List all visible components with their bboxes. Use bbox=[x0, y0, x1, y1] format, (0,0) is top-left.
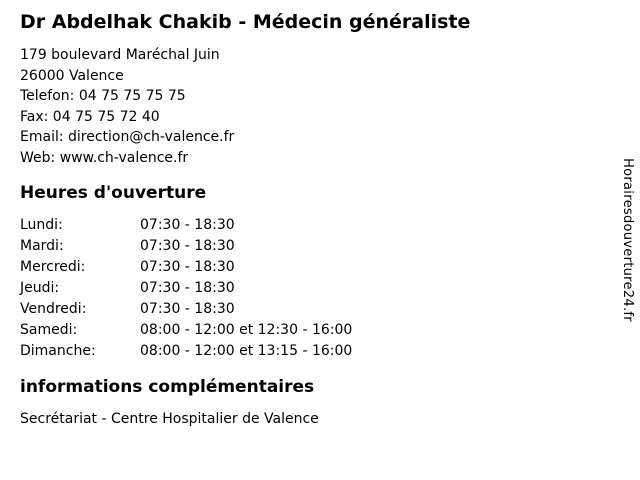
day-label: Mardi: bbox=[20, 238, 64, 254]
web-line: Web: www.ch-valence.fr bbox=[20, 149, 189, 166]
day-label: Vendredi: bbox=[20, 301, 87, 317]
table-row bbox=[20, 215, 352, 236]
hours-value: 07:30 - 18:30 bbox=[140, 259, 235, 275]
main-content bbox=[20, 0, 580, 429]
page-title: Dr Abdelhak Chakib - Médecin généraliste bbox=[20, 11, 471, 33]
hours-value: 08:00 - 12:00 et 12:30 - 16:00 bbox=[140, 322, 353, 338]
site-watermark: Horairesdouverture24.fr bbox=[620, 158, 635, 322]
hours-value: 07:30 - 18:30 bbox=[140, 280, 235, 296]
hours-value: 07:30 - 18:30 bbox=[140, 301, 235, 317]
fax-line: Fax: 04 75 75 72 40 bbox=[20, 108, 160, 125]
table-row bbox=[20, 257, 352, 278]
table-row bbox=[20, 278, 352, 299]
table-row bbox=[20, 320, 352, 341]
table-row bbox=[20, 236, 352, 257]
table-row bbox=[20, 299, 352, 320]
address-line-2: 26000 Valence bbox=[20, 67, 124, 84]
hours-value: 07:30 - 18:30 bbox=[140, 238, 235, 254]
address-line-1: 179 boulevard Maréchal Juin bbox=[20, 47, 220, 63]
day-label: Mercredi: bbox=[20, 259, 86, 275]
phone-line: Telefon: 04 75 75 75 75 bbox=[20, 88, 186, 104]
opening-hours-table bbox=[20, 215, 352, 362]
hours-value: 08:00 - 12:00 et 13:15 - 16:00 bbox=[140, 343, 353, 359]
day-label: Dimanche: bbox=[20, 343, 96, 359]
additional-info-note: Secrétariat - Centre Hospitalier de Valence bbox=[20, 411, 319, 427]
day-label: Samedi: bbox=[20, 322, 78, 338]
contact-block bbox=[20, 45, 580, 168]
additional-info-heading: informations complémentaires bbox=[20, 377, 315, 397]
email-line: Email: direction@ch-valence.fr bbox=[20, 129, 235, 145]
opening-hours-heading: Heures d'ouverture bbox=[20, 183, 207, 203]
day-label: Jeudi: bbox=[20, 280, 60, 296]
day-label: Lundi: bbox=[20, 217, 63, 233]
table-row bbox=[20, 341, 352, 362]
hours-value: 07:30 - 18:30 bbox=[140, 217, 235, 233]
